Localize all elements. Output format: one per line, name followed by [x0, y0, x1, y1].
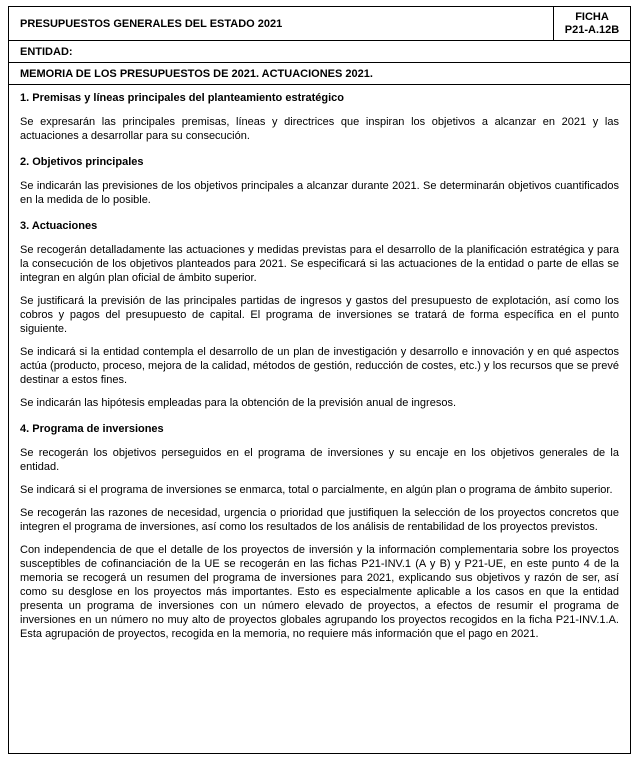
section-programa-inversiones [20, 422, 619, 641]
paragraph: Se recogerán detalladamente las actuaciones y medidas previstas para el desarrollo de la planificación estratégica y para la consecución de los objetivos planteados para 2021. Se especificará si las actuaciones de la entidad o parte de ellas se integran en algún plan oficial de ámbito superior. [20, 244, 619, 284]
section-objetivos [20, 155, 619, 207]
ficha-code: P21-A.12B [564, 23, 620, 36]
paragraph: Se indicarán las previsiones de los objetivos principales a alcanzar durante 2021. Se determinarán objetivos cuantificados en la medida de lo posible. [20, 180, 619, 206]
section-premisas [20, 91, 619, 143]
section-title: 2. Objetivos principales [20, 156, 144, 168]
paragraph: Se recogerán los objetivos perseguidos en el programa de inversiones y su encaje en los objetivos generales de la entidad. [20, 447, 619, 473]
header-row [9, 7, 630, 41]
section-title: 1. Premisas y líneas principales del planteamiento estratégico [20, 92, 345, 104]
paragraph: Con independencia de que el detalle de los proyectos de inversión y la información complementaria sobre los proyectos susceptibles de cofinanciación de la UE se recogerán en las fichas P21-INV.1 (A y B) y P21-UE, en este punto 4 de la memoria se recogerá un resumen del programa de inversiones para 2021, explicando sus objetivos y razón de ser, así como su desglose en los proyectos más importantes. Esto es especialmente aplicable a los casos en que la entidad presenta un programa de inversiones con un número elevado de proyectos, a efectos de resumir el programa de inversiones en un número no muy alto de proyectos globales agrupando los proyectos recogidos en la ficha P21-INV.1.A. Esta agrupación de proyectos, recogida en la memoria, no requiere más información que el pago en 2021. [20, 544, 619, 640]
entity-row: ENTIDAD: [9, 41, 630, 63]
document-title: PRESUPUESTOS GENERALES DEL ESTADO 2021 [20, 17, 283, 30]
memoria-body [9, 85, 630, 641]
ficha-box [553, 7, 630, 40]
document-sheet [8, 6, 631, 754]
paragraph: Se recogerán las razones de necesidad, urgencia o prioridad que justifiquen la selección de los proyectos concretos que integren el programa de inversiones, así como los resultados de los análisis de rentabilidad de los proyectos previstos. [20, 507, 619, 533]
section-title: 4. Programa de inversiones [20, 423, 164, 435]
memoria-title-row: MEMORIA DE LOS PRESUPUESTOS DE 2021. ACTUACIONES 2021. [9, 63, 630, 85]
section-actuaciones [20, 219, 619, 410]
paragraph: Se indicará si la entidad contempla el desarrollo de un plan de investigación y desarrollo e innovación y en qué aspectos actúa (producto, proceso, mejora de la calidad, métodos de gestión, reducción de costes, etc.) y los recursos que se prevé destinar a estos fines. [20, 346, 619, 386]
paragraph: Se justificará la previsión de las principales partidas de ingresos y gastos del presupuesto de explotación, así como los cobros y pagos del presupuesto de capital. El programa de inversiones se tratará de forma específica en el punto siguiente. [20, 295, 619, 335]
paragraph: Se indicará si el programa de inversiones se enmarca, total o parcialmente, en algún plan o programa de ámbito superior. [20, 484, 613, 496]
ficha-label: FICHA [575, 10, 609, 23]
paragraph: Se indicarán las hipótesis empleadas para la obtención de la previsión anual de ingresos. [20, 397, 456, 409]
section-title: 3. Actuaciones [20, 220, 98, 232]
paragraph: Se expresarán las principales premisas, líneas y directrices que inspiran los objetivos a alcanzar en 2021 y las actuaciones a desarrollar para su consecución. [20, 116, 619, 142]
